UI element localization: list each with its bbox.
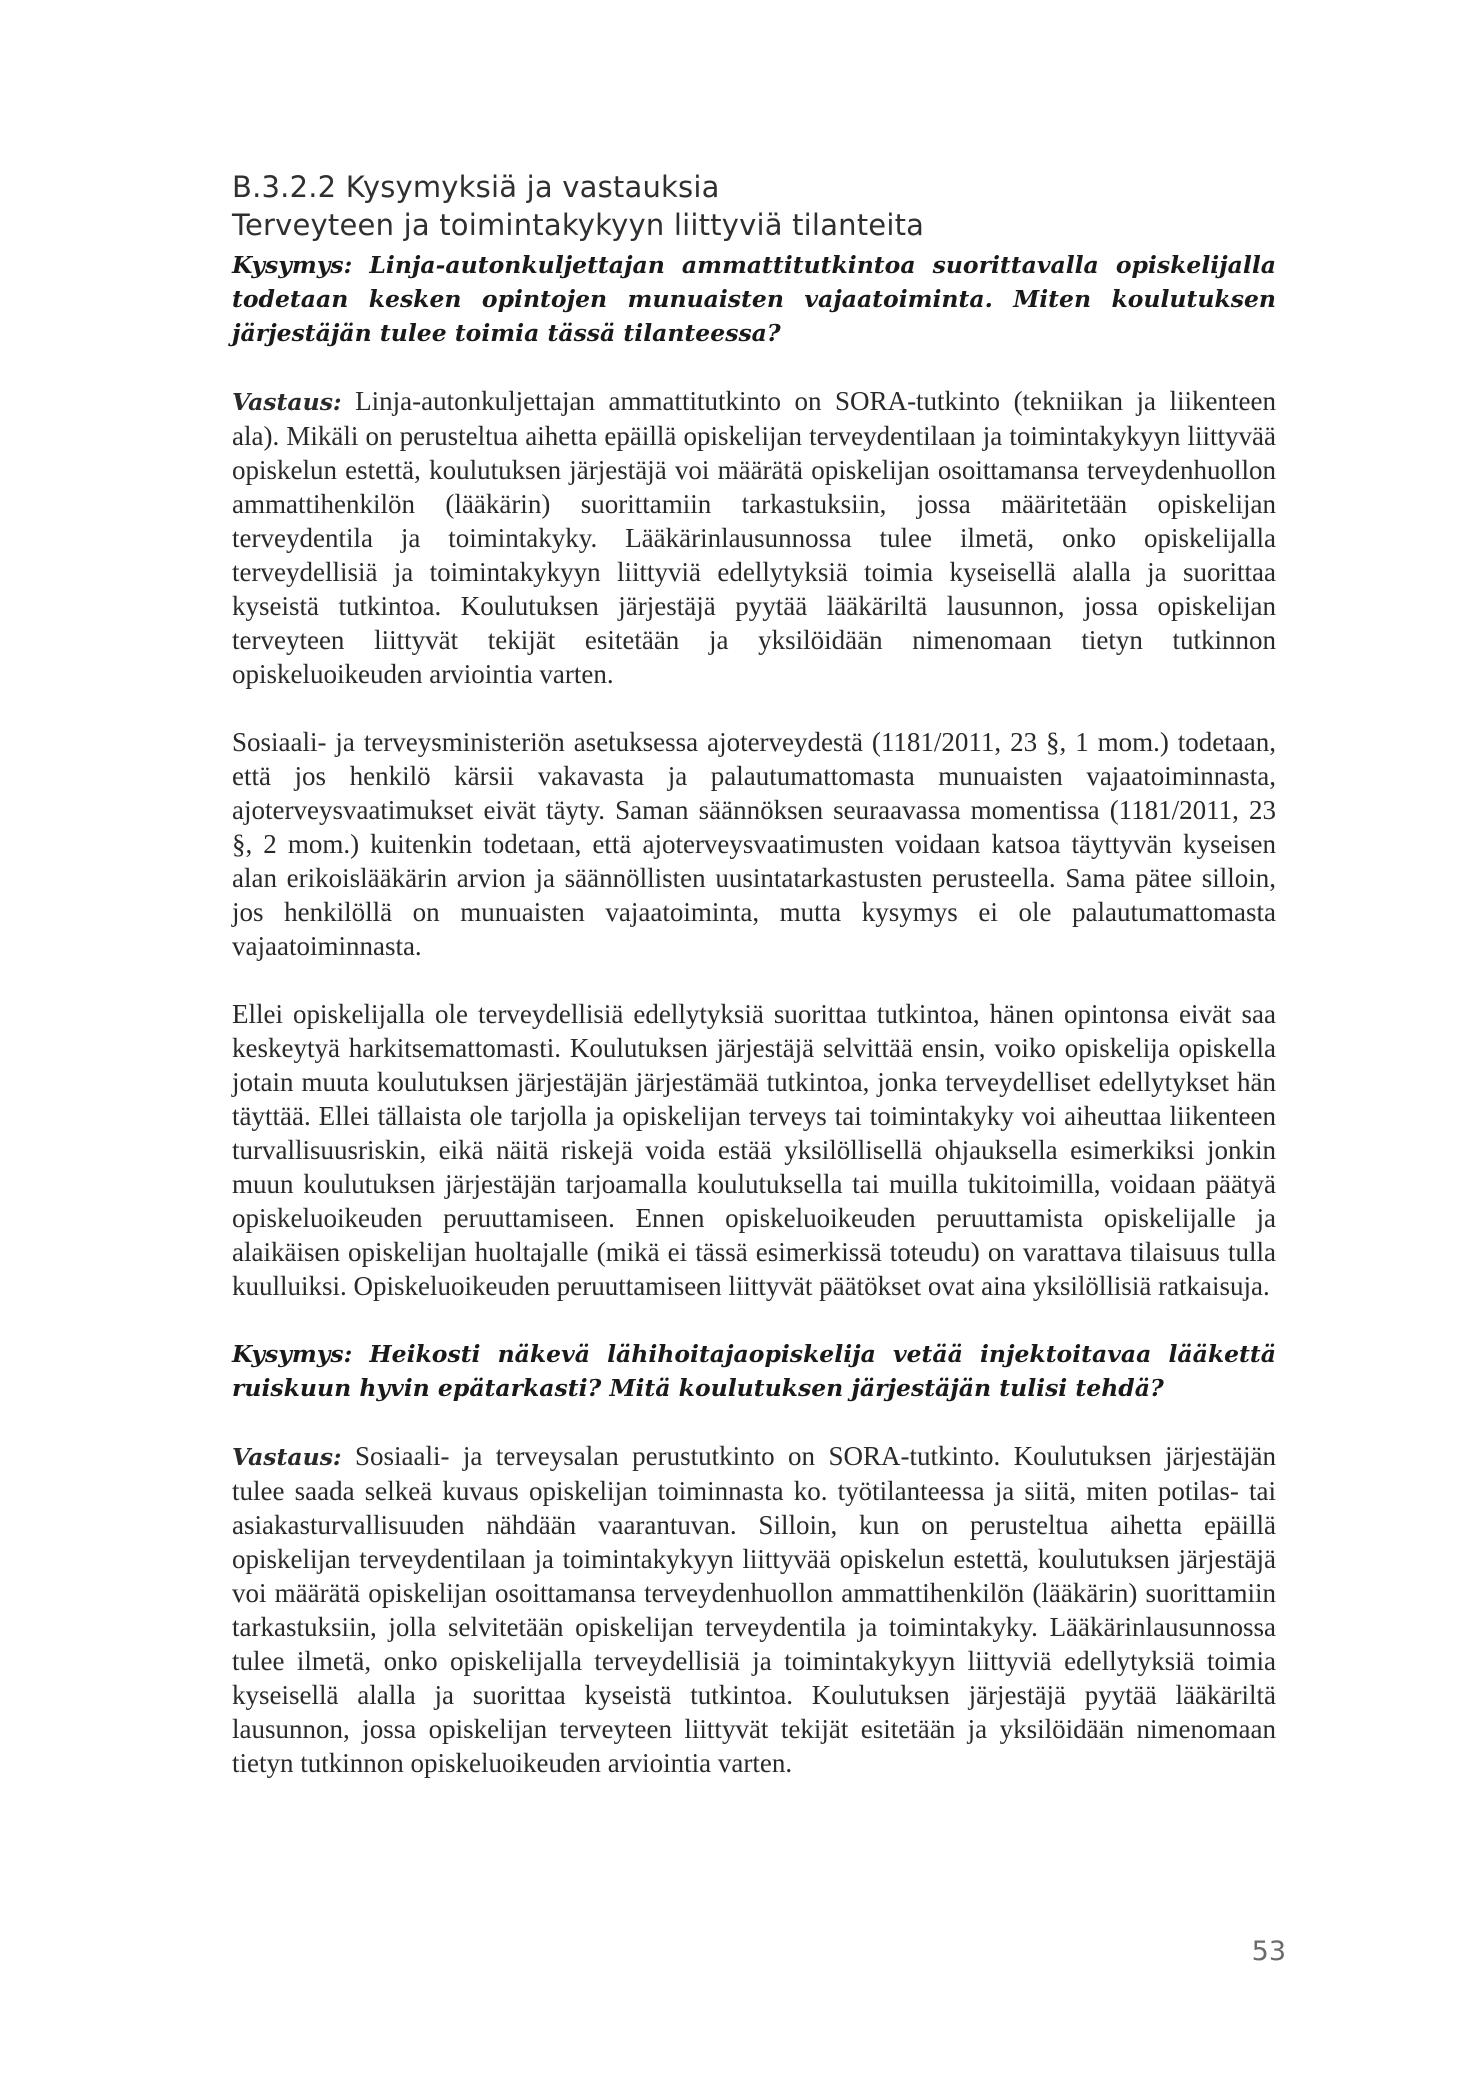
spacer — [232, 1405, 1276, 1439]
paragraph-consequences: Ellei opiskelijalla ole terveydellisiä edellytyksiä suorittaa tutkintoa, hänen opintonsa eivät saa keskeytyä harkitsemattomasti. Koulutuksen järjestäjä selvittää ensin, voiko opiskelija opiskella jotain muuta koulutuksen järjestäjän järjestämää tutkintoa, jonka terveydelliset edellytykset hän täyttää. Ellei tällaista ole tarjolla ja opiskelijan terveys tai toimintakyky voi aiheuttaa liikenteen turvallisuusriskin, eikä näitä riskejä voida estää yksilöllisellä ohjauksella esimerkiksi jonkin muun koulutuksen järjestäjän tarjoamalla koulutuksella tai muilla tukitoimilla, voidaan päätyä opiskeluoikeuden peruuttamiseen. Ennen opiskeluoikeuden peruuttamista opiskelijalle ja alaikäisen opiskelijan huoltajalle (mikä ei tässä esimerkissä toteudu) on varattava tilaisuus tulla kuulluiksi. Opiskeluoikeuden peruuttamiseen liittyvät päätökset ovat aina yksilöllisiä ratkaisuja. — [232, 999, 1276, 1301]
question-2: Kysymys: Heikosti näkevä lähihoitajaopiskelija vetää injektoitavaa lääkettä ruiskuun hyvin epätarkasti? Mitä koulutuksen järjestäjän tulisi tehdä? — [232, 1340, 1276, 1402]
answer-2-label: Vastaus: — [232, 1443, 342, 1471]
paragraph-regulation: Sosiaali- ja terveysministeriön asetuksessa ajoterveydestä (1181/2011, 23 §, 1 mom.) todetaan, että jos henkilö kärsii vakavasta ja palautumattomasta munuaisten vajaatoiminnasta, ajoterveysvaatimukset eivät täyty. Saman säännöksen seuraavassa momentissa (1181/2011, 23 §, 2 mom.) kuitenkin todetaan, että ajoterveysvaatimusten voidaan katsoa täyttyvän kyseisen alan erikoislääkärin arvion ja säännöllisten uusintatarkastusten perusteella. Sama pätee silloin, jos henkilöllä on munuaisten vajaatoiminta, mutta kysymys ei ole palautumattomasta vajaatoiminnasta. — [232, 727, 1276, 961]
page-number: 53 — [1251, 1936, 1286, 1967]
answer-2 — [232, 1439, 1276, 1780]
spacer — [232, 350, 1276, 384]
answer-1 — [232, 384, 1276, 691]
answer-1-label: Vastaus: — [232, 388, 342, 416]
section-heading-line2: Terveyteen ja toimintakykyyn liittyviä tilanteita — [232, 208, 925, 242]
spacer — [232, 691, 1276, 725]
answer-1-text: Linja-autonkuljettajan ammattitutkinto on SORA-tutkinto (tekniikan ja liikenteen ala). Mikäli on perusteltua aihetta epäillä opiskelijan terveydentilaan ja toimintakykyyn liittyvää opiskelun estettä, koulutuksen järjestäjä voi määrätä opiskelijan osoittamansa terveydenhuollon ammattihenkilön (lääkärin) suorittamiin tarkastuksiin, jossa määritetään opiskelijan terveydentila ja toimintakyky. Lääkärinlausunnossa tulee ilmetä, onko opiskelijalla terveydellisiä ja toimintakykyyn liittyviä edellytyksiä toimia kyseisellä alalla ja suorittaa kyseistä tutkintoa. Koulutuksen järjestäjä pyytää lääkäriltä lausunnon, jossa opiskelijan terveyteen liittyvät tekijät esitetään ja yksilöidään nimenomaan tietyn tutkinnon opiskeluoikeuden arviointia varten. — [232, 386, 1276, 689]
spacer — [232, 963, 1276, 997]
section-heading-line1: B.3.2.2 Kysymyksiä ja vastauksia — [232, 170, 720, 204]
question-1: Kysymys: Linja-autonkuljettajan ammattitutkintoa suorittavalla opiskelijalla todetaan kesken opintojen munuaisten vajaatoiminta. Miten koulutuksen järjestäjän tulee toimia tässä tilanteessa? — [232, 251, 1276, 347]
spacer — [232, 1303, 1276, 1337]
page-content — [232, 168, 1276, 1780]
section-heading — [232, 168, 1276, 244]
answer-2-text: Sosiaali- ja terveysalan perustutkinto on SORA-tutkinto. Koulutuksen järjestäjän tulee saada selkeä kuvaus opiskelijan toiminnasta ko. työtilanteessa ja siitä, miten potilas- tai asiakasturvallisuuden nähdään vaarantuvan. Silloin, kun on perusteltua aihetta epäillä opiskelijan terveydentilaan ja toimintakykyyn liittyvää opiskelun estettä, koulutuksen järjestäjä voi määrätä opiskelijan osoittamansa terveydenhuollon ammattihenkilön (lääkärin) suorittamiin tarkastuksiin, jolla selvitetään opiskelijan terveydentila ja toimintakyky. Lääkärinlausunnossa tulee ilmetä, onko opiskelijalla terveydellisiä ja toimintakykyyn liittyviä edellytyksiä toimia kyseisellä alalla ja suorittaa kyseistä tutkintoa. Koulutuksen järjestäjä pyytää lääkäriltä lausunnon, jossa opiskelijan terveyteen liittyvät tekijät esitetään ja yksilöidään nimenomaan tietyn tutkinnon opiskeluoikeuden arviointia varten. — [232, 1441, 1276, 1778]
